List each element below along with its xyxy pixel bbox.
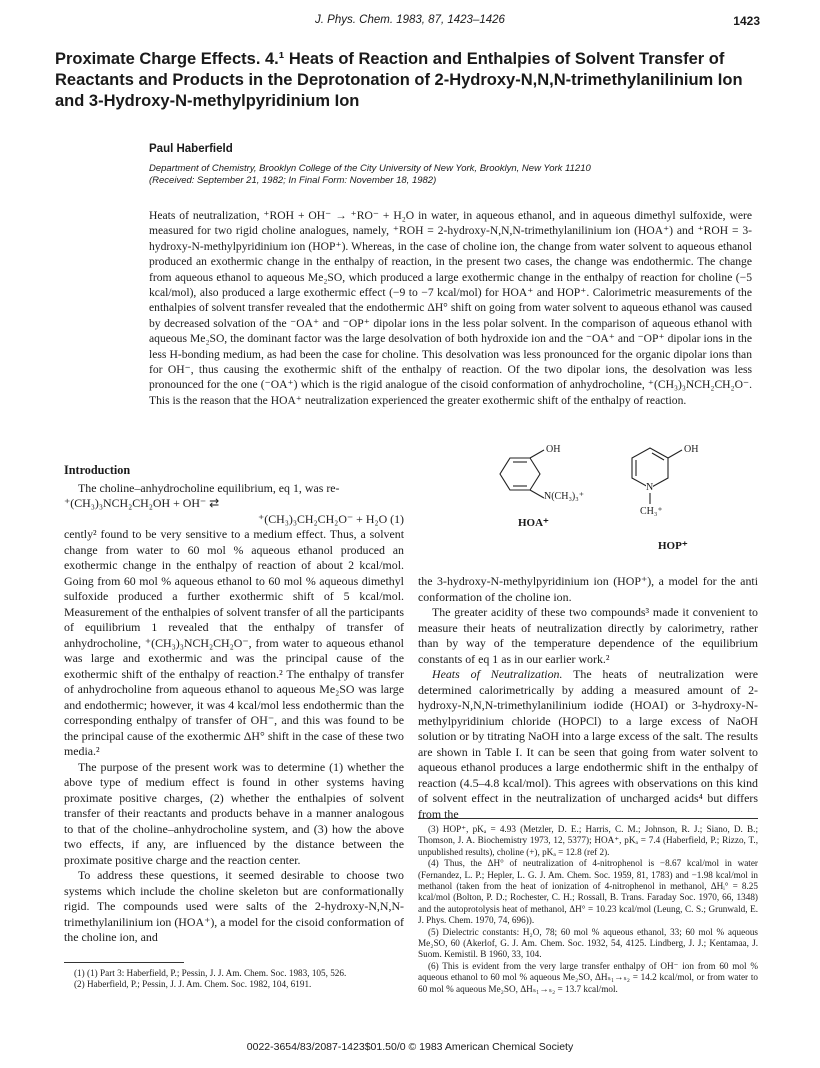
abstract: Heats of neutralization, ⁺ROH + OH⁻ → ⁺RO⁻ + H₂O in water, in aqueous ethanol, and in aqueous dimethyl sulfoxide, were measured for two rigid choline analogues, namely, ⁺ROH = 2-hydroxy-N,N,N-trimethylanilinium ion (HOA⁺) and ⁺ROH = 3-hydroxy-N-methylpyridinium ion (HOP⁺). Whereas, in the case of choline ion, the change from water solvent to aqueous ethanol produced an exothermic change in the enthalpy of reaction, in the present two cases, the change was endothermic. The change from aqueous ethanol to aqueous Me₂SO, which produced a large exothermic change in the enthalpy of reaction for choline (−5 kcal/mol), also produced a large exothermic effect (−9 to −7 kcal/mol) for HOA⁺ and HOP⁺. Calorimetric measurements of the enthalpies of solvent transfer revealed that the endothermic ΔH° shift on going from water solvent to aqueous ethanol was caused by decreased solvation of the ⁻OA⁺ and ⁻OP⁺ dipolar ions in the less polar solvent. In the comparison of aqueous ethanol with aqueous Me₂SO, the dominant factor was the large desolvation of both hydroxide ion and the ⁻OA⁺ and ⁻OP⁺ dipolar ions in the less H-bonding medium, as had been the case for choline. This desolvation was less pronounced for the organic dipolar ions than for OH⁻, thus causing the exothermic shift of the enthalpy of reaction. Of the two dipolar ions, the desolvation was less pronounced for the one (⁻OA⁺) which is the rigid analogue of the cisoid conformation of anhydrocholine, ⁺(CH₃)₃NCH₂CH₂O⁻. This is the reason that the HOA⁺ neutralization experienced the greater exothermic shift of the enthalpy of reaction. xyxy=(149,209,752,407)
footnote: (1) (1) Part 3: Haberfield, P.; Pessin, J. J. Am. Chem. Soc. 1983, 105, 526. xyxy=(74,968,347,978)
footnote-rule-right xyxy=(418,818,758,819)
author-name: Paul Haberfield xyxy=(149,143,233,155)
footnotes-right xyxy=(418,824,758,995)
equation-line-2: ⁺(CH₃)₃CH₂CH₂O⁻ + H₂O (1) xyxy=(257,511,404,526)
intro-paragraph-2: The purpose of the present work was to determine (1) whether the above type of medium effect is found in other systems having proximate positive charges, (2) whether the enthalpies of solvent transfer of their reactants and products behave in a manner analogous to that of the choline–anhydrocholine system, and (3) how the above two effects, if any, are influenced by the distance between the proximate positive charge and the reaction center. xyxy=(64,759,404,867)
journal-citation: J. Phys. Chem. 1983, 87, 1423–1426 xyxy=(315,14,505,26)
affiliation-block xyxy=(149,163,709,187)
chemical-structures xyxy=(482,446,762,561)
equation-1 xyxy=(64,496,404,527)
footnote-rule-left xyxy=(64,962,184,963)
footnotes-left xyxy=(64,968,404,991)
footnote: (4) Thus, the ΔH° of neutralization of 4-nitrophenol is −8.67 kcal/mol in water (Fernandez, L. P.; Hepler, L. G. J. Am. Chem. Soc. 1959, 81, 1783) and −1.98 kcal/mol in methanol (taken from the heat of ionization of 4-nitrophenol in methanol, ΔHᵢ° = 8.25 kcal/mol (Bolton, P. D.; Rochester, C. H.; Rossall, B. Trans. Faraday Soc. 1970, 66, 1348) and the autoprotolysis heat of methanol, ΔH° = 10.23 kcal/mol (Leung, C. S.; Grunwald, E. J. Phys. Chem. 1970, 74, 696)). xyxy=(418,858,758,926)
received-dates: (Received: September 21, 1982; In Final Form: November 18, 1982) xyxy=(149,175,437,186)
intro-paragraph-1: cently² found to be very sensitive to a medium effect. Thus, a solvent change from water to 60 mol % aqueous ethanol produced an exothermic change in the enthalpy of reaction of about 2 kcal/mol. Going from 60 mol % aqueous ethanol to 60 mol % aqueous dimethyl sulfoxide produced a further exothermic shift of 5 kcal/mol. Measurement of the enthalpies of solvent transfer of all the participants of equilibrium 1 revealed that the enthalpy of transfer of anhydrocholine, ⁺(CH₃)₃NCH₂CH₂O⁻, from water to aqueous ethanol was large and exothermic and was the principal cause of the exothermic shift of the enthalpy of reaction.² The enthalpy of transfer of anhydrocholine from aqueous ethanol to aqueous Me₂SO was large and endothermic; however, it was 4 kcal/mol less endothermic than the corresponding enthalpy of transfer of OH⁻, and this was found to be the principal cause of the exothermic ΔH° shift in the case of these two media.² xyxy=(64,527,404,758)
hop-oh-label: OH xyxy=(684,444,699,455)
hop-compound-label: HOP⁺ xyxy=(658,540,688,552)
right-paragraph-1: the 3-hydroxy-N-methylpyridinium ion (HOP⁺), a model for the anti conformation of the choline ion. xyxy=(418,574,758,604)
subsection-heading: Heats of Neutralization. xyxy=(432,667,563,681)
right-paragraph-3-text: The heats of neutralization were determined calorimetrically by adding a measured amount of 2-hydroxy-N,N,N-trimethylanilinium iodide (HOAI) or 3-hydroxy-N-methylpyridinium chloride (HOPCl) to a large excess of NaOH solution or by titrating NaOH into a large excess of the salt. The results are shown in Table I. It can be seen that going from water solvent to aqueous ethanol produces a large endothermic shift in the enthalpy of reaction (4.5–4.8 kcal/mol). This agrees with observations on this kind of solvent effect in the neutralization of uncharged acids⁴ but differs from the xyxy=(418,667,758,821)
running-header xyxy=(0,14,820,32)
section-heading: Introduction xyxy=(64,463,131,477)
right-paragraph-2: The greater acidity of these two compounds³ made it convenient to measure their heats of neutralization directly by calorimetry, rather than by way of the temperature dependence of the equilibrium constants of eq 1 as in our earlier work.² xyxy=(418,605,758,666)
right-column xyxy=(418,574,758,822)
footnote: (2) Haberfield, P.; Pessin, J. J. Am. Chem. Soc. 1982, 104, 6191. xyxy=(74,979,312,990)
hop-ch3-label: CH₃⁺ xyxy=(640,506,663,517)
hoa-n-label: N(CH₃)₃⁺ xyxy=(544,491,585,502)
article-title: Proximate Charge Effects. 4.¹ Heats of Reaction and Enthalpies of Solvent Transfer of Reactants and Products in the Deprotonation of 2-Hydroxy-N,N,N-trimethylanilinium Ion and 3-Hydroxy-N-methylpyridinium Ion xyxy=(55,50,743,110)
affiliation: Department of Chemistry, Brooklyn College of the City University of New York, Brooklyn, New York 11210 xyxy=(149,163,591,174)
hoa-benzene-ring xyxy=(500,458,540,490)
intro-paragraph-3: To address these questions, it seemed desirable to choose two systems which include the choline skeleton but are conformationally rigid. The compounds used were salts of the 2-hydroxy-N,N,N-trimethylanilinium ion (HOA⁺), a model for the cisoid conformation of the choline ion, and xyxy=(64,868,404,944)
hoa-compound-label: HOA⁺ xyxy=(518,517,549,529)
structure-drawings xyxy=(482,446,762,561)
left-column xyxy=(64,463,404,946)
page-footer: 0022-3654/83/2087-1423$01.50/0 © 1983 American Chemical Society xyxy=(246,1041,574,1053)
footnote: (6) This is evident from the very large transfer enthalpy of OH⁻ ion from 60 mol % aqueous ethanol to 60 mol % aqueous Me₂SO, ΔHₛ₁→ₛ₂ = 14.2 kcal/mol, or from water to 60 mol % aqueous Me₂SO, ΔHₛ₁→ₛ₂ = 13.7 kcal/mol. xyxy=(418,960,758,994)
footnote: (5) Dielectric constants: H₂O, 78; 60 mol % aqueous ethanol, 33; 60 mol % aqueous Me₂SO, 60 (Akerlof, G. J. Am. Chem. Soc. 1932, 54, 4125. Lindberg, J. J.; Kentamaa, J. Suom. Kemistil. B 1960, 33, 104. xyxy=(418,926,758,960)
hoa-oh-label: OH xyxy=(546,444,561,455)
equation-line-1: ⁺(CH₃)₃NCH₂CH₂OH + OH⁻ ⇄ xyxy=(64,496,220,510)
hop-n-label: N xyxy=(646,482,654,493)
page-number: 1423 xyxy=(733,14,760,28)
footnote: (3) HOP⁺, pKₐ = 4.93 (Metzler, D. E.; Harris, C. M.; Johnson, R. J.; Siano, D. B.; Thomson, J. A. Biochemistry 1973, 12, 5377); HOA⁺, pKₐ = 7.4 (Haberfield, P.; Rizzo, T., unpublished results), choline (+), pKₐ = 12.8 (ref 2). xyxy=(418,824,758,857)
intro-paragraph-lead: The choline–anhydrocholine equilibrium, eq 1, was re- xyxy=(78,480,340,495)
right-paragraph-3 xyxy=(418,667,758,822)
